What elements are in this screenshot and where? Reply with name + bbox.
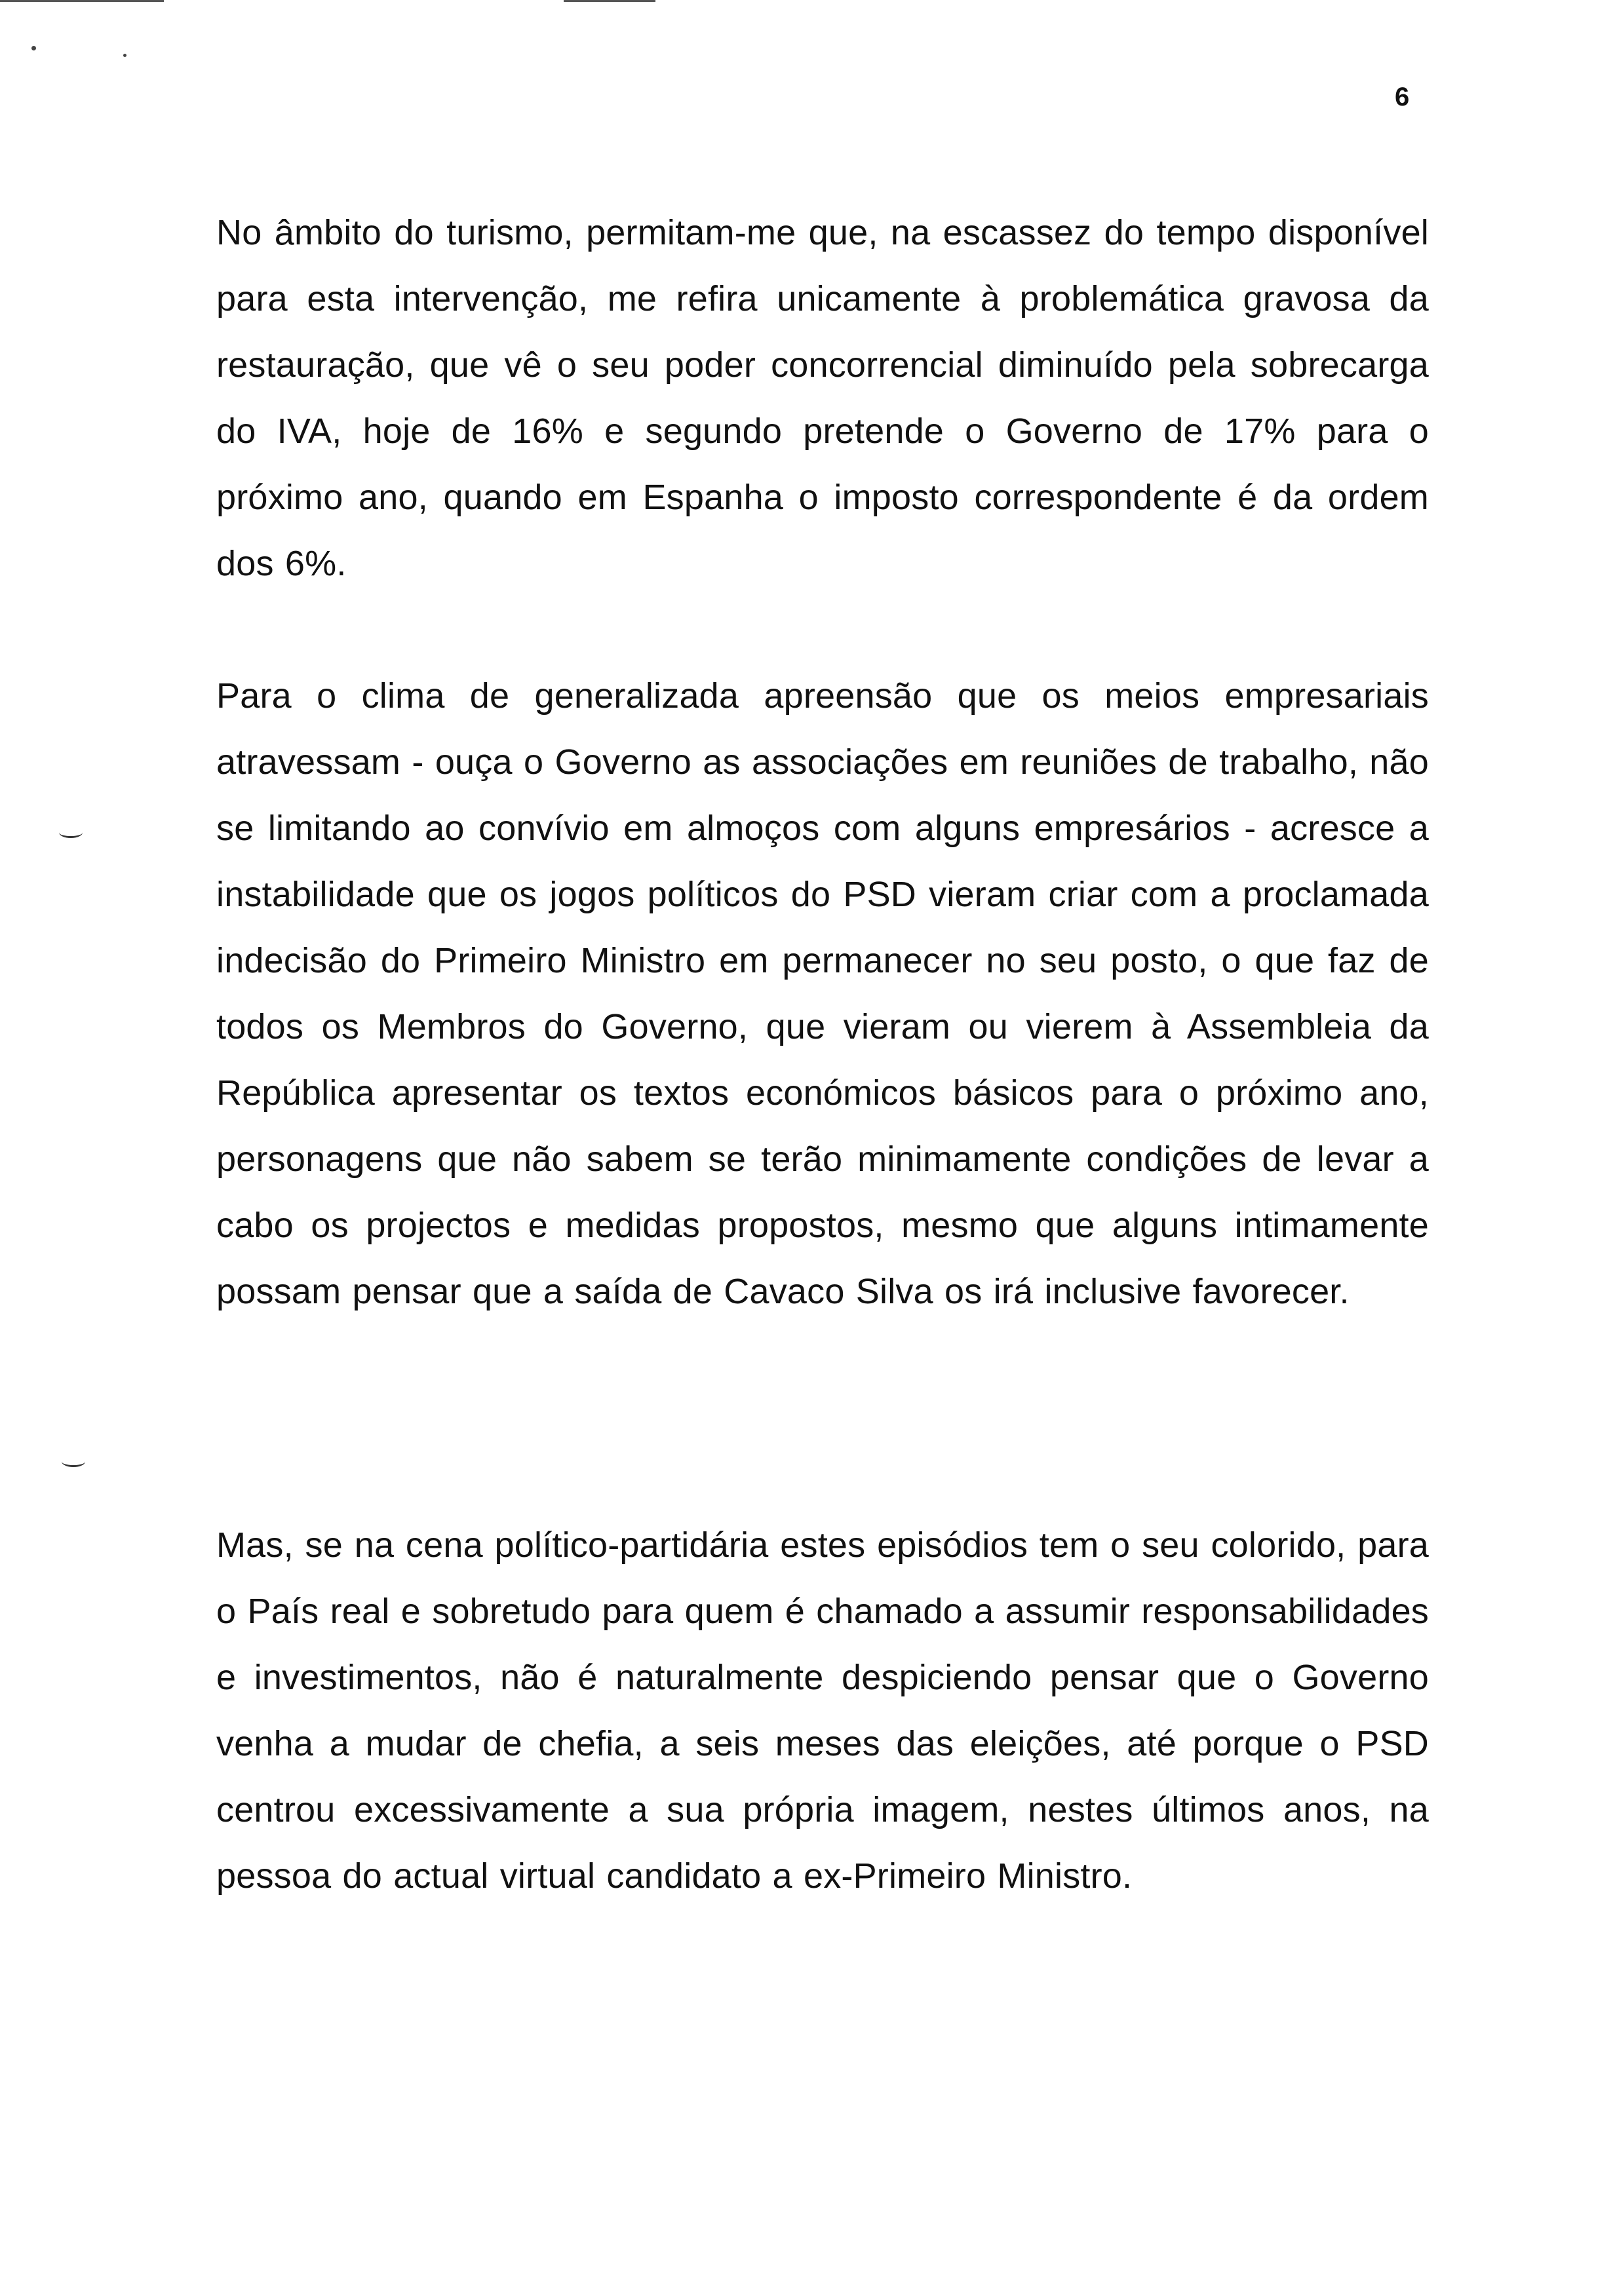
paragraph-business-climate: Para o clima de generalizada apreensão que os meios empresariais atravessam - ouça o Governo as associações em reuniões de trabalho, não se limitando ao convívio em almoços com alguns empresários - acresce a instabilidade que os jogos políticos do PSD vieram criar com a proclamada indecisão do Primeiro Ministro em permanecer no seu posto, o que faz de todos os Membros do Governo, que vieram ou vierem à Assembleia da República apresentar os textos económicos básicos para o próximo ano, personagens que não sabem se terão minimamente condições de levar a cabo os projectos e medidas propostos, mesmo que alguns intimamente possam pensar que a saída de Cavaco Silva os irá inclusive favorecer. [216,676,1429,1311]
margin-mark [62,1456,85,1467]
scan-artifact-dot [31,46,36,50]
page-number: 6 [1395,83,1410,111]
margin-mark [59,827,83,838]
scan-artifact-dot [123,54,126,57]
scan-artifact-top-left [0,0,164,2]
scan-artifact-top-center [564,0,655,2]
paragraph-political-scene: Mas, se na cena político-partidária estes episódios tem o seu colorido, para o País real e sobretudo para quem é chamado a assumir responsabilidades e investimentos, não é naturalmente despiciendo pensar que o Governo venha a mudar de chefia, a seis meses das eleições, até porque o PSD centrou excessivamente a sua própria imagem, nestes últimos anos, na pessoa do actual virtual candidato a ex-Primeiro Ministro. [216,1525,1429,1896]
paragraph-tourism: No âmbito do turismo, permitam-me que, na escassez do tempo disponível para esta intervenção, me refira unicamente à problemática gravosa da restauração, que vê o seu poder concorrencial diminuído pela sobrecarga do IVA, hoje de 16% e segundo pretende o Governo de 17% para o próximo ano, quando em Espanha o imposto correspondente é da ordem dos 6%. [216,213,1429,583]
